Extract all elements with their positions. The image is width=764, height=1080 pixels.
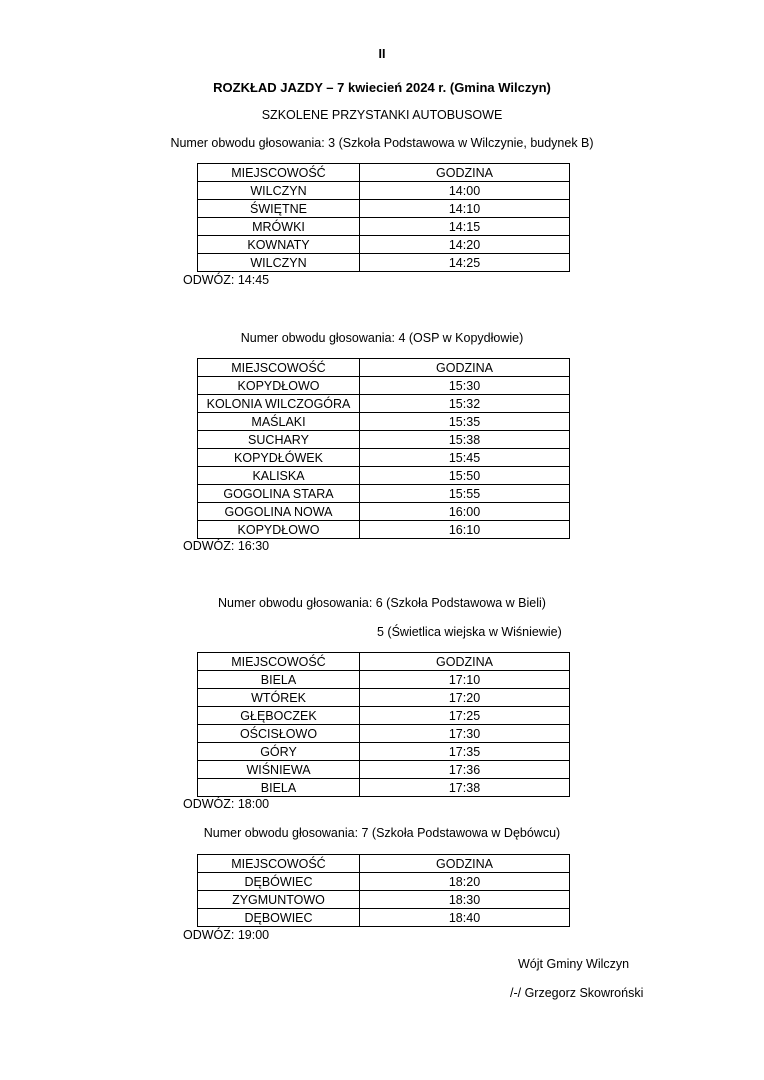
document-title: ROZKŁAD JAZDY – 7 kwiecień 2024 r. (Gmina Wilczyn)	[213, 80, 551, 95]
table-row	[198, 413, 570, 431]
section-heading: Numer obwodu głosowania: 7 (Szkoła Podstawowa w Dębówcu)	[203, 826, 561, 840]
table-row	[198, 218, 570, 236]
return-time: ODWÓZ: 14:45	[183, 273, 270, 287]
table-row	[198, 909, 570, 927]
schedule-table	[197, 652, 570, 797]
table-row	[198, 671, 570, 689]
table-row	[198, 743, 570, 761]
time-cell: 14:00	[360, 182, 570, 200]
return-time: ODWÓZ: 19:00	[183, 928, 270, 942]
table-row	[198, 467, 570, 485]
place-cell: OŚCISŁOWO	[198, 725, 360, 743]
table-row	[198, 395, 570, 413]
schedule-table	[197, 163, 570, 272]
table-row	[198, 503, 570, 521]
place-cell: WILCZYN	[198, 254, 360, 272]
table-row	[198, 725, 570, 743]
table-row	[198, 449, 570, 467]
place-cell: KOPYDŁÓWEK	[198, 449, 360, 467]
return-time: ODWÓZ: 18:00	[183, 797, 270, 811]
place-cell: KOLONIA WILCZOGÓRA	[198, 395, 360, 413]
time-cell: 17:10	[360, 671, 570, 689]
place-cell: ZYGMUNTOWO	[198, 891, 360, 909]
table-row	[198, 521, 570, 539]
place-cell: ŚWIĘTNE	[198, 200, 360, 218]
table-row	[198, 377, 570, 395]
table-row	[198, 485, 570, 503]
time-cell: 15:30	[360, 377, 570, 395]
table-row	[198, 431, 570, 449]
time-cell: 17:20	[360, 689, 570, 707]
section-heading: Numer obwodu głosowania: 6 (Szkoła Podstawowa w Bieli)	[218, 596, 546, 610]
return-time: ODWÓZ: 16:30	[183, 539, 270, 553]
time-cell: 15:35	[360, 413, 570, 431]
table-row	[198, 236, 570, 254]
time-cell: 14:15	[360, 218, 570, 236]
column-header-place: MIEJSCOWOŚĆ	[198, 653, 360, 671]
place-cell: KALISKA	[198, 467, 360, 485]
time-cell: 17:25	[360, 707, 570, 725]
place-cell: BIELA	[198, 779, 360, 797]
column-header-place: MIEJSCOWOŚĆ	[198, 855, 360, 873]
time-cell: 18:30	[360, 891, 570, 909]
time-cell: 14:20	[360, 236, 570, 254]
place-cell: GŁĘBOCZEK	[198, 707, 360, 725]
document-subtitle: SZKOLENE PRZYSTANKI AUTOBUSOWE	[261, 108, 503, 122]
place-cell: DĘBOWIEC	[198, 909, 360, 927]
place-cell: WTÓREK	[198, 689, 360, 707]
time-cell: 14:10	[360, 200, 570, 218]
table-row	[198, 761, 570, 779]
time-cell: 15:55	[360, 485, 570, 503]
place-cell: KOWNATY	[198, 236, 360, 254]
table-row	[198, 779, 570, 797]
column-header-time: GODZINA	[360, 164, 570, 182]
place-cell: BIELA	[198, 671, 360, 689]
table-row	[198, 182, 570, 200]
table-row	[198, 891, 570, 909]
place-cell: WILCZYN	[198, 182, 360, 200]
time-cell: 15:38	[360, 431, 570, 449]
section-heading: Numer obwodu głosowania: 4 (OSP w Kopydłowie)	[240, 331, 524, 345]
time-cell: 15:45	[360, 449, 570, 467]
time-cell: 15:50	[360, 467, 570, 485]
section-heading: Numer obwodu głosowania: 3 (Szkoła Podstawowa w Wilczynie, budynek B)	[170, 136, 594, 150]
table-row	[198, 873, 570, 891]
table-row	[198, 200, 570, 218]
place-cell: MAŚLAKI	[198, 413, 360, 431]
place-cell: GÓRY	[198, 743, 360, 761]
time-cell: 15:32	[360, 395, 570, 413]
time-cell: 16:10	[360, 521, 570, 539]
signature-name: /-/ Grzegorz Skowroński	[510, 986, 644, 1000]
table-row	[198, 689, 570, 707]
time-cell: 18:20	[360, 873, 570, 891]
time-cell: 17:30	[360, 725, 570, 743]
column-header-time: GODZINA	[360, 653, 570, 671]
time-cell: 18:40	[360, 909, 570, 927]
schedule-table	[197, 854, 570, 927]
time-cell: 16:00	[360, 503, 570, 521]
signature-title: Wójt Gminy Wilczyn	[518, 957, 630, 971]
place-cell: GOGOLINA STARA	[198, 485, 360, 503]
schedule-table	[197, 358, 570, 539]
place-cell: KOPYDŁOWO	[198, 377, 360, 395]
place-cell: SUCHARY	[198, 431, 360, 449]
page-number: II	[378, 47, 386, 61]
table-row	[198, 254, 570, 272]
table-row	[198, 707, 570, 725]
place-cell: DĘBÓWIEC	[198, 873, 360, 891]
time-cell: 17:36	[360, 761, 570, 779]
table-header-row	[198, 359, 570, 377]
column-header-time: GODZINA	[360, 359, 570, 377]
place-cell: MRÓWKI	[198, 218, 360, 236]
section-heading-secondary: 5 (Świetlica wiejska w Wiśniewie)	[377, 625, 562, 639]
column-header-time: GODZINA	[360, 855, 570, 873]
time-cell: 17:35	[360, 743, 570, 761]
table-header-row	[198, 164, 570, 182]
column-header-place: MIEJSCOWOŚĆ	[198, 359, 360, 377]
time-cell: 14:25	[360, 254, 570, 272]
place-cell: GOGOLINA NOWA	[198, 503, 360, 521]
table-header-row	[198, 855, 570, 873]
place-cell: WIŚNIEWA	[198, 761, 360, 779]
table-header-row	[198, 653, 570, 671]
time-cell: 17:38	[360, 779, 570, 797]
column-header-place: MIEJSCOWOŚĆ	[198, 164, 360, 182]
place-cell: KOPYDŁOWO	[198, 521, 360, 539]
